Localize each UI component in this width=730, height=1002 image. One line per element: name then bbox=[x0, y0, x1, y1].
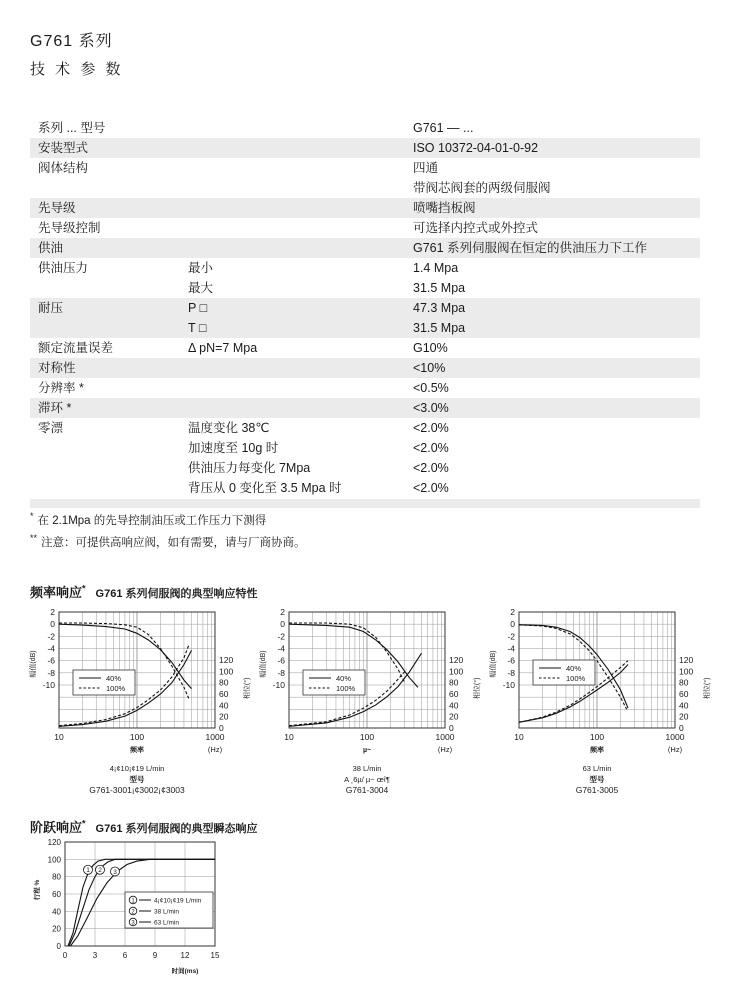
bode-chart-2 bbox=[255, 604, 485, 796]
time-tick: 0 bbox=[62, 951, 68, 960]
amp-tick: -10 bbox=[502, 680, 515, 690]
phase-tick: 20 bbox=[219, 711, 229, 722]
param-name: 阀体结构 bbox=[38, 161, 89, 175]
legend-label: 40% bbox=[106, 673, 122, 683]
param-value: 带阀芯阀套的两级伺服阀 bbox=[413, 181, 551, 195]
spec-table bbox=[30, 118, 700, 508]
footnote-2-text: 注意：可提供高响应阀，如有需要，请与厂商协商。 bbox=[41, 536, 306, 549]
stroke-tick: 120 bbox=[47, 838, 61, 847]
param-name: 分辨率 * bbox=[38, 381, 84, 395]
phase-tick: 100 bbox=[219, 666, 234, 677]
param-name bbox=[30, 478, 180, 498]
x-axis-unit: (Hz) bbox=[207, 745, 223, 754]
amp-tick: 2 bbox=[510, 607, 515, 617]
footnote-1 bbox=[30, 508, 306, 530]
amp-axis-label: 幅值(dB) bbox=[490, 650, 497, 678]
phase-tick: 120 bbox=[679, 655, 694, 665]
caption-flow: 38 L/min bbox=[352, 764, 382, 773]
frequency-response-header bbox=[30, 582, 258, 601]
param-value: <2.0% bbox=[413, 481, 449, 495]
spec-line bbox=[30, 238, 700, 258]
freq-tick: 1000 bbox=[205, 732, 225, 742]
spec-line bbox=[30, 338, 700, 358]
caption-note: A ¸6µ/ µ~ œî¶ bbox=[344, 775, 390, 784]
svg-text:1: 1 bbox=[131, 898, 135, 905]
stroke-tick: 40 bbox=[52, 907, 61, 917]
stroke-tick: 80 bbox=[52, 872, 61, 882]
param-name: 额定流量误差 bbox=[38, 341, 114, 355]
footnote-2 bbox=[30, 530, 306, 552]
phase-tick: 20 bbox=[449, 711, 459, 722]
caption-flow: 4¡¢10¡¢19 L/min bbox=[109, 764, 165, 773]
frequency-response-marker: * bbox=[82, 583, 86, 594]
freq-tick: 1000 bbox=[435, 732, 455, 742]
param-value: G761 系列伺服阀在恒定的供油压力下工作 bbox=[413, 241, 648, 255]
amp-tick: -10 bbox=[272, 680, 285, 690]
param-condition: 加速度至 10g 时 bbox=[188, 441, 279, 455]
spec-row-11 bbox=[30, 398, 700, 418]
param-value: <3.0% bbox=[413, 401, 449, 415]
phase-tick: 60 bbox=[449, 689, 459, 699]
curve-marker-num: 3 bbox=[113, 868, 117, 876]
freq-tick: 1000 bbox=[665, 732, 685, 742]
spec-line bbox=[30, 218, 700, 238]
phase-tick: 0 bbox=[679, 723, 684, 733]
param-value: <10% bbox=[413, 361, 446, 375]
legend-label: 100% bbox=[106, 683, 126, 693]
param-value: <0.5% bbox=[413, 381, 449, 395]
spec-line bbox=[30, 258, 700, 278]
param-condition bbox=[180, 198, 405, 218]
caption-models: G761-3004 bbox=[345, 785, 389, 795]
stroke-tick: 60 bbox=[52, 890, 61, 899]
phase-tick: 60 bbox=[679, 689, 689, 699]
x-axis-unit: (Hz) bbox=[437, 745, 453, 754]
amp-tick: 0 bbox=[50, 619, 55, 630]
param-name: 对称性 bbox=[38, 361, 76, 375]
legend-label: 63 L/min bbox=[154, 919, 179, 927]
spec-line bbox=[30, 278, 700, 298]
freq-tick: 10 bbox=[54, 732, 64, 742]
spec-row-3 bbox=[30, 198, 700, 218]
param-name: 滞环 * bbox=[38, 401, 72, 415]
param-name bbox=[30, 458, 180, 478]
legend-label: 40% bbox=[566, 663, 582, 673]
caption-models: G761-3005 bbox=[575, 785, 619, 795]
spec-line bbox=[30, 438, 700, 458]
caption-model-label: 型号 bbox=[589, 775, 605, 784]
stroke-tick: 100 bbox=[47, 855, 61, 865]
bode-chart-3-caption bbox=[519, 763, 675, 796]
amp-tick: -10 bbox=[42, 680, 55, 690]
frequency-response-title: 频率响应 bbox=[30, 585, 83, 600]
param-condition: 背压从 0 变化至 3.5 Mpa 时 bbox=[188, 481, 342, 495]
step-response-subtitle: G761 系列伺服阀的典型瞬态响应 bbox=[95, 823, 258, 835]
bode-chart-1-plot bbox=[25, 604, 253, 756]
stroke-tick: 0 bbox=[56, 942, 61, 951]
amp-tick: -8 bbox=[47, 667, 55, 678]
amp-axis-label: 幅值(dB) bbox=[260, 650, 267, 678]
table-bottom-strip bbox=[30, 499, 700, 508]
param-value: 31.5 Mpa bbox=[413, 281, 466, 295]
svg-text:2: 2 bbox=[131, 909, 135, 916]
param-name: 供油压力 bbox=[38, 261, 89, 275]
param-value: 47.3 Mpa bbox=[413, 301, 466, 315]
amp-tick: -6 bbox=[277, 655, 285, 666]
time-tick: 12 bbox=[180, 951, 190, 960]
amp-tick: 0 bbox=[280, 619, 285, 630]
phase-tick: 80 bbox=[449, 677, 459, 688]
spec-row-2 bbox=[30, 158, 700, 198]
phase-tick: 40 bbox=[449, 700, 459, 711]
spec-line bbox=[30, 158, 700, 178]
param-name bbox=[30, 178, 180, 198]
param-condition: P □ bbox=[188, 301, 208, 315]
x-axis-label: 频率 bbox=[130, 747, 144, 754]
param-value: 可选择内控式或外控式 bbox=[413, 221, 539, 235]
phase-tick: 40 bbox=[679, 700, 689, 711]
param-name: 系列 ... 型号 bbox=[38, 121, 106, 135]
bode-chart-1-caption bbox=[59, 763, 215, 796]
phase-tick: 60 bbox=[219, 689, 229, 699]
spec-row-8 bbox=[30, 338, 700, 358]
caption-flow: 63 L/min bbox=[582, 764, 612, 773]
x-axis-label: 时间(ms) bbox=[171, 968, 199, 975]
time-tick: 15 bbox=[210, 951, 220, 960]
amp-tick: -8 bbox=[507, 667, 515, 678]
param-name bbox=[30, 278, 180, 298]
param-condition: 最大 bbox=[188, 281, 214, 295]
phase-tick: 20 bbox=[679, 711, 689, 722]
step-response-marker: * bbox=[82, 818, 86, 829]
curve-marker-num: 2 bbox=[98, 867, 102, 875]
phase-axis-label: 相位(°) bbox=[474, 677, 481, 700]
param-value: 喷嘴挡板阀 bbox=[413, 201, 476, 215]
spec-line bbox=[30, 358, 700, 378]
param-condition bbox=[180, 178, 405, 198]
step-response-title: 阶跃响应 bbox=[30, 820, 83, 835]
spec-line bbox=[30, 138, 700, 158]
param-value: 1.4 Mpa bbox=[413, 261, 459, 275]
phase-tick: 40 bbox=[219, 700, 229, 711]
legend-label: 40% bbox=[336, 673, 352, 683]
param-name bbox=[30, 438, 180, 458]
phase-tick: 100 bbox=[449, 666, 464, 677]
param-condition bbox=[180, 218, 405, 238]
param-condition bbox=[180, 358, 405, 378]
phase-tick: 80 bbox=[679, 677, 689, 688]
spec-row-6 bbox=[30, 258, 700, 298]
freq-tick: 100 bbox=[129, 732, 145, 742]
freq-tick: 100 bbox=[589, 732, 605, 742]
param-name: 安装型式 bbox=[38, 141, 89, 155]
series-title: G761 系列 bbox=[30, 33, 113, 50]
legend-box bbox=[73, 670, 135, 695]
spec-row-1 bbox=[30, 138, 700, 158]
amp-tick: -4 bbox=[47, 643, 55, 654]
legend-box bbox=[303, 670, 365, 695]
caption-models: G761-3001¡¢3002¡¢3003 bbox=[89, 785, 185, 795]
spec-line bbox=[30, 178, 700, 198]
page-subtitle: 技 术 参 数 bbox=[30, 61, 124, 78]
bode-chart-2-plot bbox=[255, 604, 483, 756]
param-name: 先导级控制 bbox=[38, 221, 101, 235]
param-value: ISO 10372-04-01-0-92 bbox=[413, 141, 539, 155]
phase-tick: 80 bbox=[219, 677, 229, 688]
curve-marker-num: 1 bbox=[86, 867, 90, 875]
spec-row-5 bbox=[30, 238, 700, 258]
time-tick: 9 bbox=[152, 951, 158, 960]
phase-tick: 100 bbox=[679, 666, 694, 677]
freq-tick: 100 bbox=[359, 732, 375, 742]
amp-tick: -4 bbox=[277, 643, 285, 654]
param-name: 零漂 bbox=[38, 421, 64, 435]
footnote-1-marker: * bbox=[30, 511, 34, 521]
param-value: <2.0% bbox=[413, 441, 449, 455]
phase-tick: 120 bbox=[449, 655, 464, 665]
spec-row-12 bbox=[30, 418, 700, 498]
spec-line bbox=[30, 458, 700, 478]
freq-tick: 10 bbox=[284, 732, 294, 742]
amp-tick: 0 bbox=[510, 619, 515, 630]
amp-tick: -6 bbox=[47, 655, 55, 666]
step-response-header bbox=[30, 817, 258, 836]
footnote-1-text: 在 2.1Mpa 的先导控制油压或工作压力下测得 bbox=[37, 514, 267, 527]
param-condition: 供油压力每变化 7Mpa bbox=[188, 461, 311, 475]
param-condition bbox=[180, 118, 405, 138]
bode-chart-2-caption bbox=[289, 763, 445, 796]
spec-line bbox=[30, 378, 700, 398]
spec-line bbox=[30, 198, 700, 218]
legend-label: 100% bbox=[566, 673, 586, 683]
legend-label: 4¡¢10¡¢19 L/min bbox=[154, 897, 202, 905]
y-axis-label: 行程 % bbox=[34, 879, 41, 901]
x-axis-label: µ~ bbox=[362, 747, 372, 754]
param-name: 供油 bbox=[38, 241, 64, 255]
param-condition bbox=[180, 398, 405, 418]
footnotes bbox=[30, 508, 306, 552]
param-value: G761 — ... bbox=[413, 121, 474, 135]
document-title-block bbox=[30, 28, 124, 79]
spec-row-4 bbox=[30, 218, 700, 238]
spec-line bbox=[30, 418, 700, 438]
time-tick: 3 bbox=[92, 951, 98, 960]
stroke-tick: 20 bbox=[52, 924, 61, 934]
spec-line bbox=[30, 478, 700, 498]
bode-chart-1 bbox=[25, 604, 255, 796]
spec-line bbox=[30, 298, 700, 318]
param-name: 耐压 bbox=[38, 301, 64, 315]
param-condition: Δ pN=7 Mpa bbox=[188, 341, 258, 355]
svg-text:3: 3 bbox=[131, 920, 135, 927]
bode-chart-3 bbox=[485, 604, 715, 796]
amp-tick: 2 bbox=[50, 607, 55, 617]
param-condition bbox=[180, 378, 405, 398]
amp-tick: -6 bbox=[507, 655, 515, 666]
amp-axis-label: 幅值(dB) bbox=[30, 650, 37, 678]
param-condition bbox=[180, 238, 405, 258]
legend-label: 38 L/min bbox=[154, 908, 179, 916]
spec-row-10 bbox=[30, 378, 700, 398]
param-condition bbox=[180, 158, 405, 178]
phase-axis-label: 相位(°) bbox=[704, 677, 711, 700]
legend-box bbox=[533, 660, 595, 685]
step-chart bbox=[25, 836, 305, 991]
amp-tick: -2 bbox=[47, 631, 55, 642]
footnote-2-marker: ** bbox=[30, 532, 38, 543]
frequency-response-subtitle: G761 系列伺服阀的典型响应特性 bbox=[95, 588, 258, 600]
phase-axis-label: 相位(°) bbox=[244, 677, 251, 700]
legend-label: 100% bbox=[336, 683, 356, 693]
param-value: 31.5 Mpa bbox=[413, 321, 466, 335]
time-tick: 6 bbox=[122, 951, 128, 960]
amp-tick: 2 bbox=[280, 607, 285, 617]
x-axis-unit: (Hz) bbox=[667, 745, 683, 754]
spec-line bbox=[30, 118, 700, 138]
amp-tick: -8 bbox=[277, 667, 285, 678]
phase-tick: 0 bbox=[219, 723, 224, 733]
param-name: 先导级 bbox=[38, 201, 76, 215]
phase-tick: 0 bbox=[449, 723, 454, 733]
bode-chart-3-plot bbox=[485, 604, 713, 756]
x-axis-label: 频率 bbox=[590, 747, 604, 754]
spec-row-9 bbox=[30, 358, 700, 378]
bode-charts-row bbox=[25, 604, 715, 796]
param-value: G10% bbox=[413, 341, 448, 355]
spec-row-0 bbox=[30, 118, 700, 138]
amp-tick: -2 bbox=[277, 631, 285, 642]
spec-line bbox=[30, 398, 700, 418]
param-condition: 温度变化 38℃ bbox=[188, 421, 270, 435]
param-condition: T □ bbox=[188, 321, 207, 335]
param-condition bbox=[180, 138, 405, 158]
step-chart-plot bbox=[25, 836, 305, 986]
param-value: 四通 bbox=[413, 161, 439, 175]
amp-tick: -2 bbox=[507, 631, 515, 642]
freq-tick: 10 bbox=[514, 732, 524, 742]
caption-model-label: 型号 bbox=[129, 775, 145, 784]
phase-tick: 120 bbox=[219, 655, 234, 665]
param-condition: 最小 bbox=[188, 261, 214, 275]
param-value: <2.0% bbox=[413, 421, 449, 435]
param-value: <2.0% bbox=[413, 461, 449, 475]
spec-line bbox=[30, 318, 700, 338]
amp-tick: -4 bbox=[507, 643, 515, 654]
spec-row-7 bbox=[30, 298, 700, 338]
param-name bbox=[30, 318, 180, 338]
